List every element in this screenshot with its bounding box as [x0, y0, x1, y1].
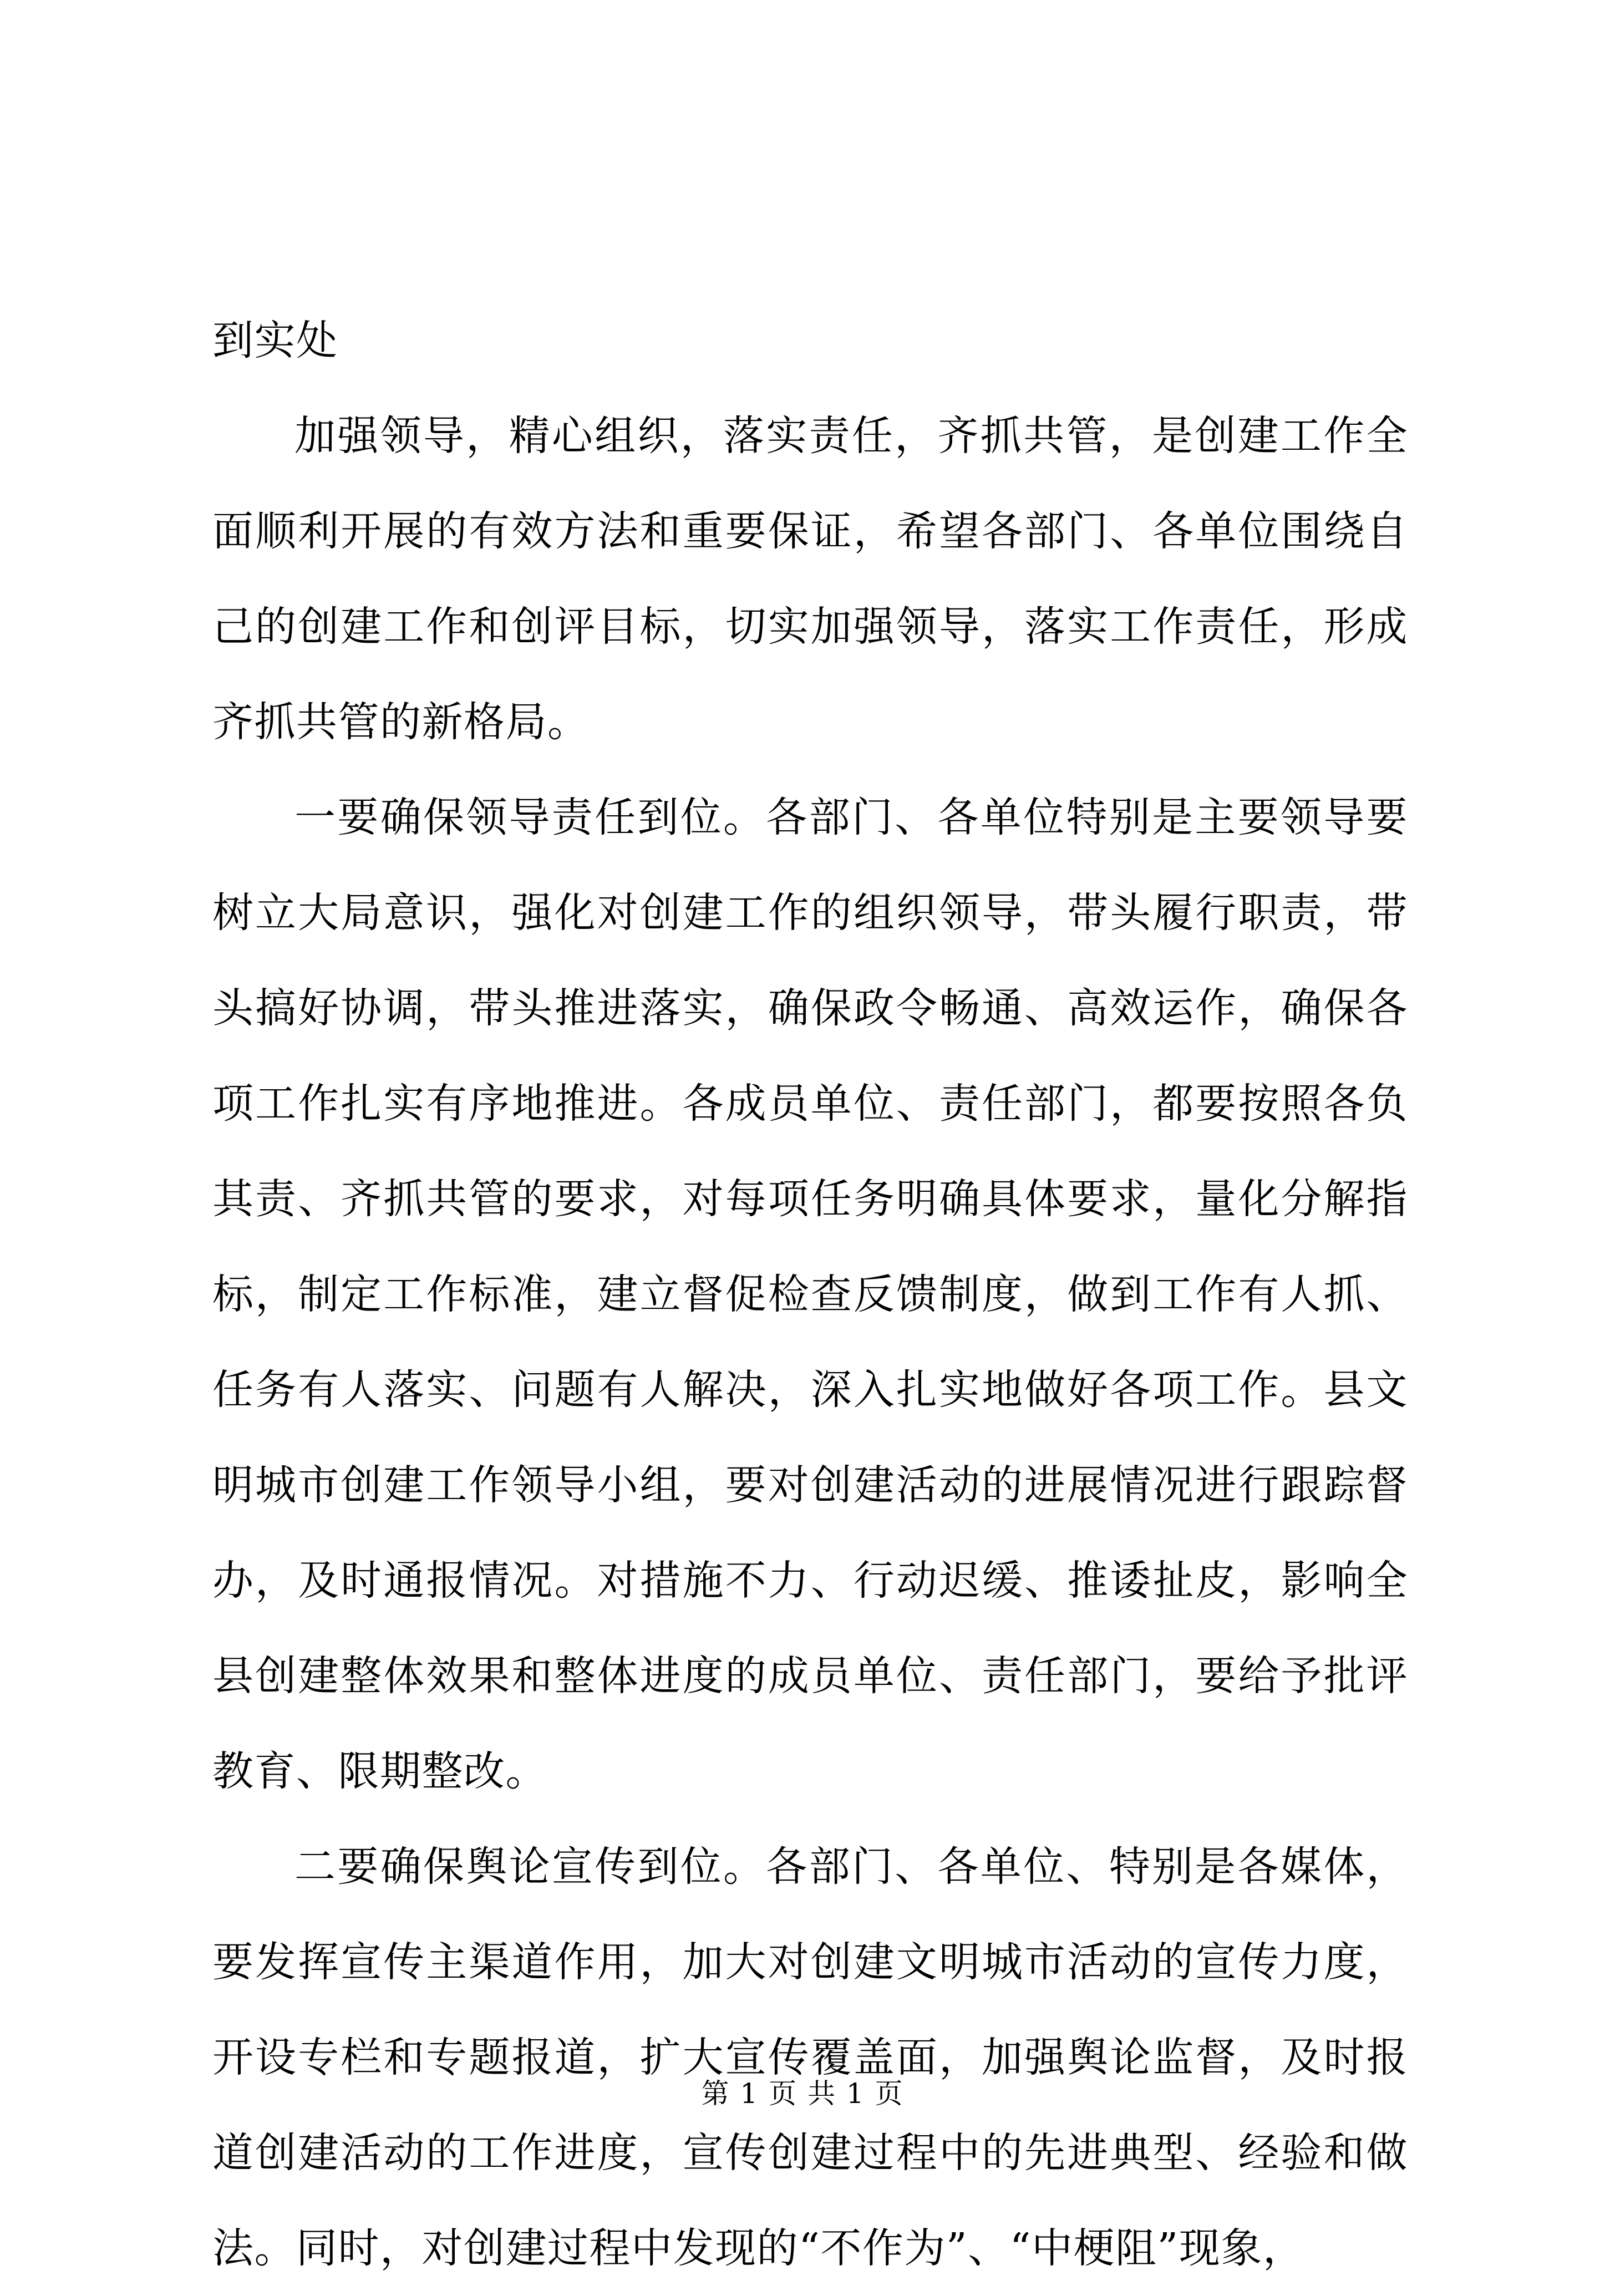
paragraph-leadership: 一要确保领导责任到位。各部门、各单位特别是主要领导要树立大局意识，强化对创建工作的组织领导，带头履行职责，带头搞好协调，带头推进落实，确保政令畅通、高效运作，确保各项工作扎实有序地推进。各成员单位、责任部门，都要按照各负其责、齐抓共管的要求，对每项任务明确具体要求，量化分解指标，制定工作标准，建立督促检查反馈制度，做到工作有人抓、任务有人落实、问题有人解决，深入扎实地做好各项工作。县文明城市创建工作领导小组，要对创建活动的进展情况进行跟踪督办，及时通报情况。对措施不力、行动迟缓、推诿扯皮，影响全县创建整体效果和整体进度的成员单位、责任部门，要给予批评教育、限期整改。 [212, 794, 1408, 1795]
paragraph-publicity: 二要确保舆论宣传到位。各部门、各单位、特别是各媒体，要发挥宣传主渠道作用，加大对创建文明城市活动的宣传力度，开设专栏和专题报道，扩大宣传覆盖面，加强舆论监督，及时报道创建活动的工作进度，宣传创建过程中的先进典型、经验和做法。同时，对创建过程中发现的“不作为”、“中梗阻”现象， [212, 1843, 1408, 2272]
page-footer: 第 1 页 共 1 页 [701, 2077, 904, 2110]
heading-fragment: 到实处 [212, 317, 338, 364]
paragraph-intro: 加强领导，精心组织，落实责任，齐抓共管，是创建工作全面顺利开展的有效方法和重要保证，希望各部门、各单位围绕自己的创建工作和创评目标，切实加强领导，落实工作责任，形成齐抓共管的新格局。 [212, 412, 1408, 746]
document-body [212, 293, 1408, 2296]
